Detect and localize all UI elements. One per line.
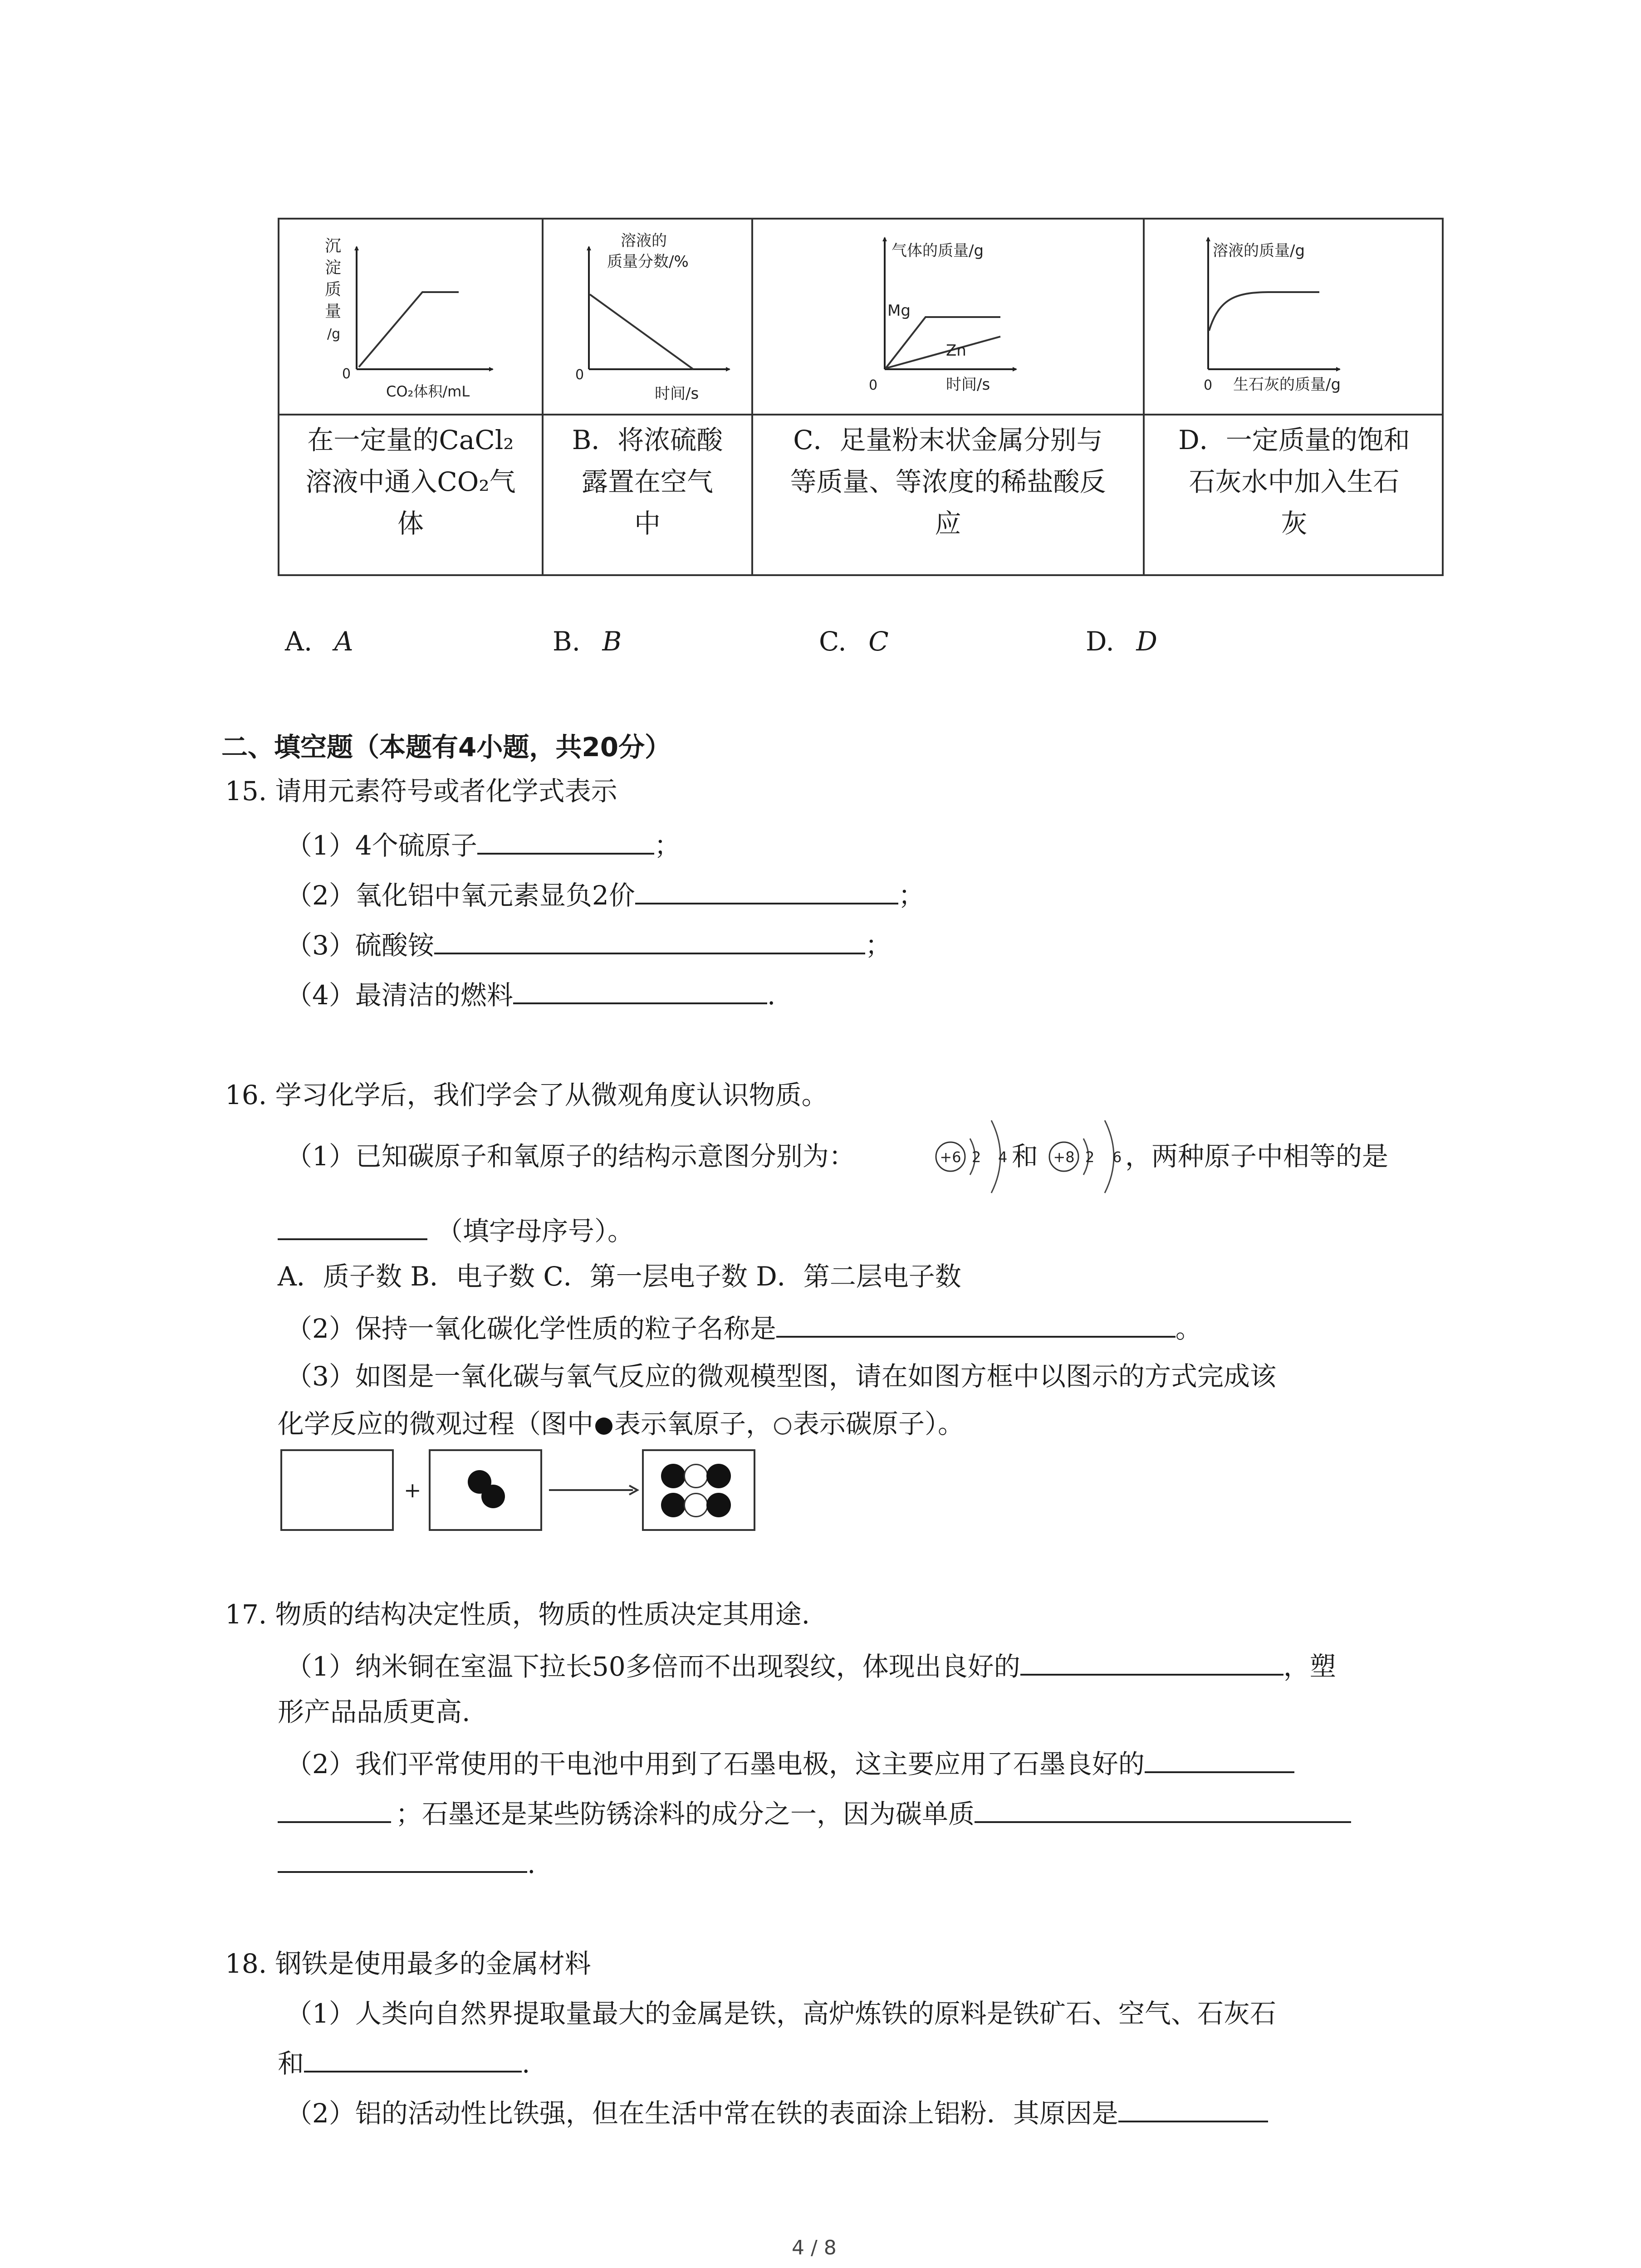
- curve-label-zn: Zn: [946, 342, 966, 360]
- shell-electrons: 2: [1085, 1149, 1095, 1166]
- q15-stem: 15. 请用元素符号或者化学式表示: [225, 776, 617, 807]
- choice-value: A: [334, 626, 353, 657]
- shell-electrons: 4: [998, 1149, 1008, 1166]
- oxygen-atom-icon: [595, 1418, 612, 1435]
- shell-electrons: 6: [1112, 1149, 1122, 1166]
- q16-stem: 16. 学习化学后，我们学会了从微观角度认识物质。: [225, 1080, 828, 1110]
- oxygen-atom-icon: [481, 1485, 505, 1508]
- y-label-char: 质: [325, 280, 342, 299]
- answer-blank[interactable]: [477, 830, 654, 855]
- item-text: ；石墨还是某些防锈涂料的成分之一，因为碳单质: [396, 1799, 975, 1829]
- origin-label: 0: [575, 367, 584, 383]
- description-c: [753, 419, 1143, 544]
- y-label-line: 溶液的: [621, 232, 667, 250]
- answer-blank[interactable]: [304, 2048, 522, 2072]
- q15-item-4: [286, 980, 776, 1011]
- graph-metals-acid: [753, 220, 1143, 414]
- q18-p2: [286, 2098, 1268, 2129]
- q16-p3-line1: （3）如图是一氧化碳与氧气反应的微观模型图，请在如图方框中以图示的方式完成该: [286, 1361, 1276, 1392]
- origin-label: 0: [1204, 377, 1213, 393]
- item-text: （1）4个硫原子: [286, 830, 477, 861]
- y-label: 气体的质量/g: [892, 242, 984, 260]
- curve-label-mg: Mg: [887, 302, 911, 320]
- x-label: 时间/s: [655, 385, 699, 403]
- choice-letter: A.: [285, 626, 313, 657]
- item-text: （2）保持一氧化碳化学性质的粒子名称是: [286, 1313, 776, 1344]
- answer-blank[interactable]: [278, 1799, 391, 1823]
- description-d: [1145, 419, 1444, 544]
- item-text: （3）硫酸铵: [286, 930, 434, 961]
- choice-value: D: [1136, 626, 1157, 657]
- carbon-atom-icon: [774, 1418, 791, 1435]
- description-line: B．将浓硫酸: [572, 425, 723, 455]
- graph-cacl2-co2: [279, 220, 542, 414]
- q16-p1-and: 和: [1012, 1141, 1038, 1172]
- q15-item-2: [286, 880, 925, 909]
- item-end: ；: [865, 930, 892, 961]
- answer-blank[interactable]: [278, 1848, 527, 1873]
- reaction-arrow: [547, 1481, 640, 1499]
- q18-p1: （1）人类向自然界提取量最大的金属是铁，高炉炼铁的原料是铁矿石、空气、石灰石: [286, 1998, 1276, 2029]
- description-line: 露置在空气: [581, 466, 713, 497]
- graph-limewater: [1145, 220, 1444, 414]
- item-end: .: [767, 980, 776, 1011]
- origin-label: 0: [869, 377, 878, 393]
- item-text: （1）纳米铜在室温下拉长50多倍而不出现裂纹，体现出良好的: [286, 1651, 1020, 1682]
- choice-value: B: [602, 626, 622, 657]
- text: 表示氧原子，: [614, 1408, 773, 1439]
- choice-letter: D.: [1086, 626, 1114, 657]
- answer-blank[interactable]: [1020, 1651, 1283, 1676]
- shell-electrons: 2: [972, 1149, 981, 1166]
- origin-label: 0: [342, 366, 351, 382]
- q16-p1-fill: [278, 1216, 634, 1244]
- nucleus-charge: +8: [1053, 1149, 1075, 1166]
- description-line: 在一定量的CaCl₂: [307, 425, 514, 455]
- oxygen-atom-icon: [706, 1493, 731, 1517]
- description-line: 石灰水中加入生石: [1189, 466, 1400, 497]
- q17-p2-line2: [278, 1799, 1351, 1827]
- answer-blank[interactable]: [776, 1313, 1176, 1338]
- item-text: （4）最清洁的燃料: [286, 980, 513, 1011]
- fill-hint: （填字母序号）。: [436, 1216, 634, 1246]
- section-title: 二、填空题（本题有4小题，共20分）: [221, 732, 671, 763]
- description-line: 溶液中通入CO₂气: [305, 466, 516, 497]
- y-label-char: 淀: [325, 259, 342, 277]
- q17-p1-line2: 形产品品质更高.: [278, 1696, 470, 1727]
- choice-d[interactable]: [1086, 628, 1157, 655]
- nucleus-charge: +6: [940, 1149, 961, 1166]
- oxygen-atom-icon: [661, 1464, 686, 1488]
- item-text: （2）铝的活动性比铁强，但在生活中常在铁的表面涂上铝粉．其原因是: [286, 2098, 1118, 2129]
- y-label-char: 量: [325, 302, 342, 321]
- text: 化学反应的微观过程（图中: [278, 1408, 594, 1439]
- oxygen-atom-icon: [661, 1493, 686, 1517]
- x-label: 生石灰的质量/g: [1233, 376, 1341, 394]
- answer-blank[interactable]: [975, 1799, 1351, 1823]
- description-line: 等质量、等浓度的稀盐酸反: [790, 466, 1106, 497]
- co2-molecules-box: [642, 1449, 755, 1531]
- description-a: [279, 419, 542, 544]
- q15-item-1: [286, 830, 681, 859]
- description-line: 中: [634, 508, 661, 539]
- item-text: 和: [278, 2048, 304, 2079]
- description-line: 灰: [1281, 508, 1308, 539]
- q17-p2: [286, 1749, 1294, 1777]
- answer-blank[interactable]: [513, 980, 767, 1004]
- item-end: 。: [1175, 1313, 1202, 1344]
- choice-letter: B.: [553, 626, 581, 657]
- choice-value: C: [868, 626, 889, 657]
- carbon-atom-icon: [684, 1493, 708, 1517]
- oxygen-atom-icon: [706, 1464, 731, 1488]
- answer-blank[interactable]: [1118, 2098, 1268, 2122]
- y-label-char: 沉: [325, 237, 342, 255]
- q16-p3-line2: [278, 1408, 965, 1439]
- q18-p1-line2: [278, 2048, 530, 2077]
- description-line: D．一定质量的饱和: [1178, 425, 1410, 455]
- answer-blank[interactable]: [434, 930, 865, 954]
- q16-p1-pre: （1）已知碳原子和氧原子的结构示意图分别为：: [286, 1141, 855, 1172]
- description-b: [544, 419, 751, 544]
- q17-stem: 17. 物质的结构决定性质，物质的性质决定其用途.: [225, 1599, 810, 1630]
- choice-letter: C.: [819, 626, 847, 657]
- q15-item-3: [286, 930, 892, 961]
- item-text: （2）我们平常使用的干电池中用到了石墨电极，这主要应用了石墨良好的: [286, 1749, 1145, 1779]
- carbon-atom-icon: [684, 1464, 708, 1488]
- description-line: C．足量粉末状金属分别与: [793, 425, 1103, 455]
- y-label: 溶液的质量/g: [1213, 242, 1305, 260]
- plus-sign: +: [404, 1478, 421, 1502]
- q16-p1-post: ，两种原子中相等的是: [1125, 1141, 1389, 1172]
- q16-p2: [286, 1313, 1202, 1342]
- description-line: 应: [935, 508, 961, 539]
- answer-blank[interactable]: [278, 1216, 427, 1240]
- answer-blank[interactable]: [1145, 1749, 1294, 1773]
- description-line: 体: [397, 508, 424, 539]
- item-text: ，塑: [1283, 1651, 1336, 1682]
- oxygen-molecule-box: [429, 1449, 542, 1531]
- x-label: CO₂体积/mL: [386, 383, 470, 400]
- q17-p2-line3: [278, 1848, 535, 1877]
- item-end: ；: [898, 880, 925, 911]
- answer-blank[interactable]: [635, 880, 898, 904]
- q17-p1: [286, 1651, 1336, 1680]
- item-end: ；: [654, 830, 681, 861]
- empty-answer-box[interactable]: [280, 1449, 394, 1531]
- choice-c[interactable]: [819, 628, 889, 655]
- choice-b[interactable]: [553, 628, 622, 655]
- text: 表示碳原子）。: [793, 1408, 965, 1439]
- q16-options: A．质子数 B．电子数 C．第一层电子数 D．第二层电子数: [278, 1261, 961, 1292]
- item-end: .: [522, 2048, 530, 2079]
- item-text: （2）氧化铝中氧元素显负2价: [286, 880, 635, 911]
- item-end: .: [527, 1848, 536, 1879]
- q18-stem: 18. 钢铁是使用最多的金属材料: [225, 1948, 591, 1979]
- x-label: 时间/s: [946, 376, 990, 394]
- y-label-line: 质量分数/%: [607, 253, 689, 271]
- table-divider: [279, 414, 1442, 415]
- graph-table: [278, 218, 1444, 576]
- graph-sulfuric-acid: [544, 220, 751, 414]
- y-label-char: /g: [327, 326, 341, 342]
- choice-a[interactable]: [285, 628, 353, 655]
- page-number: 4 / 8: [792, 2236, 837, 2259]
- carbon-atom-diagram: [930, 1107, 1025, 1207]
